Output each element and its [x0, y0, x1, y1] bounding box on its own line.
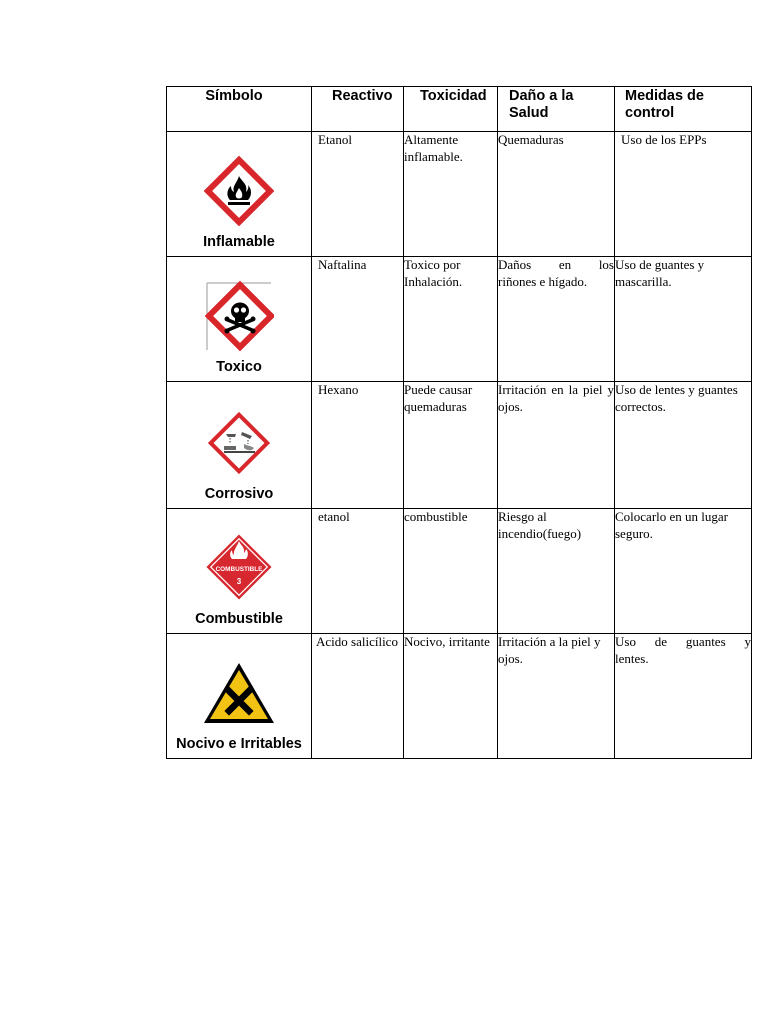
- hazard-table: [166, 86, 752, 759]
- symbol-label: Combustible: [195, 611, 283, 627]
- skull-crossbones-hazard-icon: [204, 280, 274, 352]
- symbol-cell: [167, 634, 312, 759]
- table-row: [167, 634, 752, 759]
- medidas-cell: Uso de guantes y lentes.: [615, 634, 752, 759]
- dano-cell: Quemaduras: [498, 132, 615, 257]
- symbol-label: Nocivo e Irritables: [176, 736, 302, 752]
- dano-cell: Daños en los riñones e hígado.: [498, 257, 615, 382]
- reactivo-cell: Etanol: [312, 132, 404, 257]
- toxicidad-cell: Nocivo, irritante: [404, 634, 498, 759]
- header-row: [167, 87, 752, 132]
- table-row: [167, 509, 752, 634]
- symbol-label: Toxico: [216, 359, 262, 375]
- table-row: [167, 132, 752, 257]
- flammable-hazard-icon: [204, 156, 274, 226]
- combustible-placard-icon: [204, 532, 274, 602]
- reactivo-cell: Naftalina: [312, 257, 404, 382]
- medidas-cell: Uso de los EPPs: [615, 132, 752, 257]
- toxicidad-cell: Puede causar quemaduras: [404, 382, 498, 509]
- symbol-label: Inflamable: [203, 234, 275, 250]
- toxicidad-cell: combustible: [404, 509, 498, 634]
- header-toxicidad: Toxicidad: [404, 87, 498, 132]
- svg-text:3: 3: [236, 577, 242, 586]
- header-simbolo: Símbolo: [167, 87, 312, 132]
- symbol-cell: [167, 509, 312, 634]
- corrosive-hazard-icon: [206, 410, 272, 476]
- header-medidas-control: Medidas de control: [615, 87, 752, 132]
- symbol-cell: [167, 382, 312, 509]
- medidas-cell: Colocarlo en un lugar seguro.: [615, 509, 752, 634]
- harmful-irritant-icon: [201, 660, 277, 726]
- svg-text:COMBUSTIBLE: COMBUSTIBLE: [215, 566, 263, 573]
- symbol-cell: [167, 132, 312, 257]
- toxicidad-cell: Altamente inflamable.: [404, 132, 498, 257]
- medidas-cell: Uso de guantes y mascarilla.: [615, 257, 752, 382]
- toxicidad-cell: Toxico por Inhalación.: [404, 257, 498, 382]
- header-reactivo: Reactivo: [312, 87, 404, 132]
- symbol-label: Corrosivo: [204, 486, 274, 502]
- reactivo-cell: etanol: [312, 509, 404, 634]
- reactivo-cell: Acido salicílico: [312, 634, 404, 759]
- reactivo-cell: Hexano: [312, 382, 404, 509]
- table-row: [167, 257, 752, 382]
- dano-cell: Irritación a la piel y ojos.: [498, 634, 615, 759]
- medidas-cell: Uso de lentes y guantes correctos.: [615, 382, 752, 509]
- dano-cell: Irritación en la piel y ojos.: [498, 382, 615, 509]
- symbol-cell: [167, 257, 312, 382]
- dano-cell: Riesgo al incendio(fuego): [498, 509, 615, 634]
- header-dano-salud: Daño a la Salud: [498, 87, 615, 132]
- table-row: [167, 382, 752, 509]
